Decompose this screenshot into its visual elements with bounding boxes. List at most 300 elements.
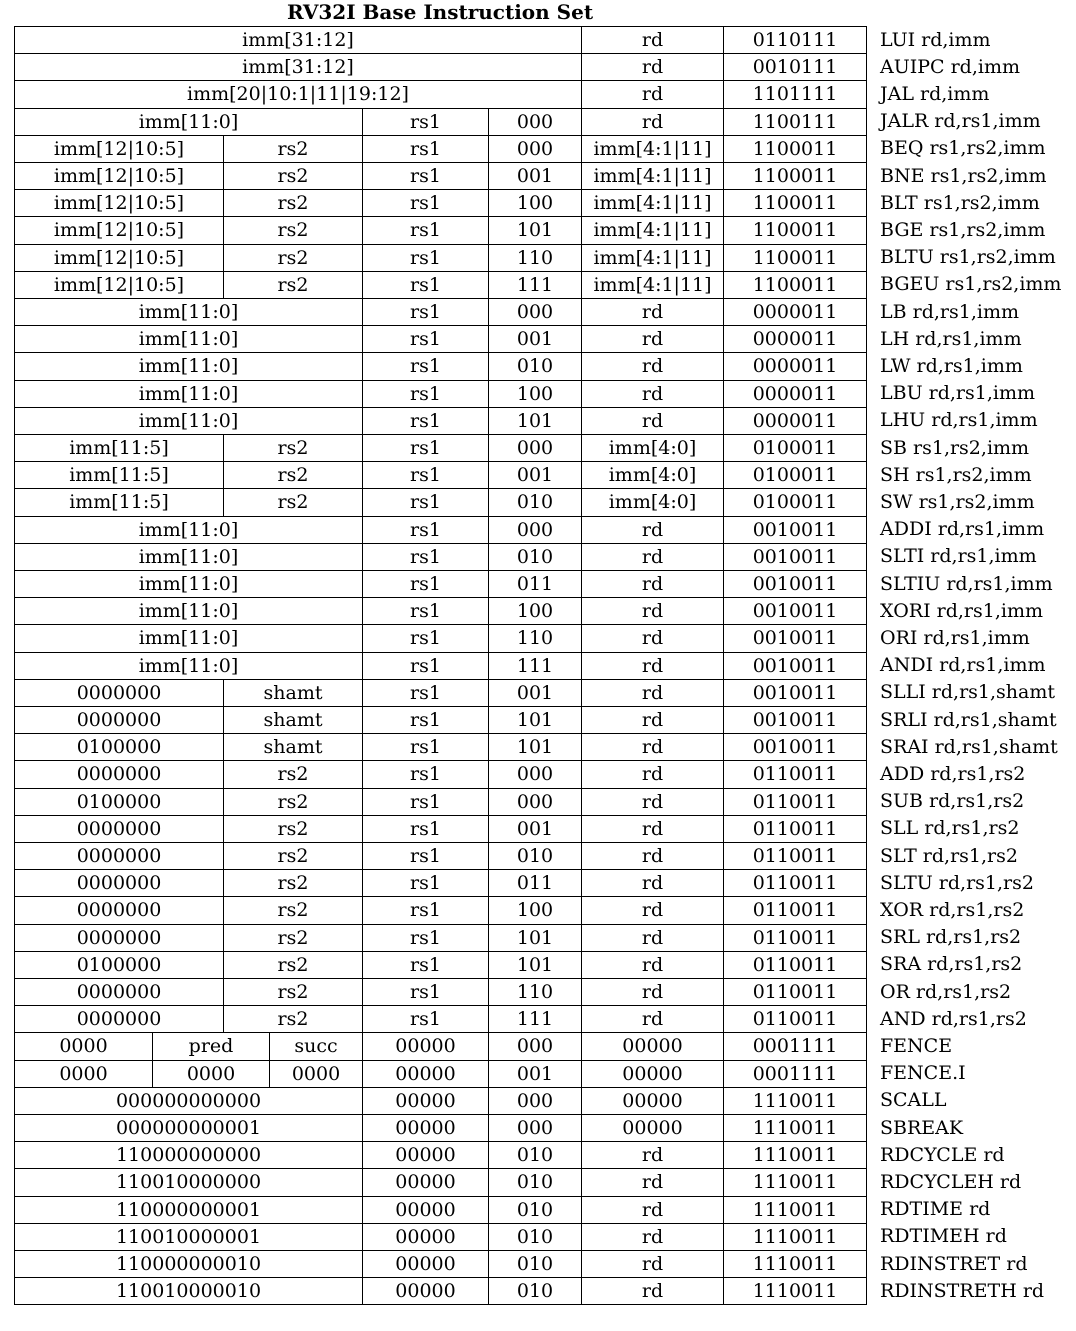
field-cell: pred: [152, 1032, 270, 1060]
field-cell: 00000: [362, 1032, 489, 1060]
field-cell: 0010011: [723, 570, 867, 598]
field-cell: 110: [488, 978, 582, 1006]
field-cell: imm[11:5]: [14, 434, 224, 462]
field-cell: 100: [488, 896, 582, 924]
field-cell: 000: [488, 760, 582, 788]
instruction-name: BLTU rs1,rs2,imm: [880, 246, 1056, 269]
instruction-name: ANDI rd,rs1,imm: [880, 654, 1046, 677]
field-cell: imm[12|10:5]: [14, 244, 224, 272]
field-cell: rs1: [362, 380, 489, 408]
field-cell: 110000000010: [14, 1250, 363, 1278]
field-cell: 0100000: [14, 951, 224, 979]
field-cell: imm[11:0]: [14, 624, 363, 652]
field-cell: 0000011: [723, 298, 867, 326]
field-cell: imm[4:0]: [581, 488, 724, 516]
field-cell: 00000: [581, 1114, 724, 1142]
instruction-name: RDCYCLEH rd: [880, 1170, 1022, 1193]
field-cell: 000: [488, 434, 582, 462]
instruction-name: BNE rs1,rs2,imm: [880, 164, 1047, 187]
field-cell: rd: [581, 108, 724, 136]
field-cell: shamt: [223, 706, 363, 734]
field-cell: 1110011: [723, 1277, 867, 1305]
field-cell: rd: [581, 26, 724, 54]
field-cell: rs1: [362, 788, 489, 816]
instruction-name: SLTU rd,rs1,rs2: [880, 871, 1034, 894]
field-cell: imm[11:0]: [14, 352, 363, 380]
field-cell: 010: [488, 1168, 582, 1196]
field-cell: rs1: [362, 924, 489, 952]
field-cell: 0110011: [723, 896, 867, 924]
instruction-name: RDTIMEH rd: [880, 1225, 1007, 1248]
instruction-name: AUIPC rd,imm: [880, 55, 1020, 78]
field-cell: 110010000001: [14, 1223, 363, 1251]
field-cell: 001: [488, 325, 582, 353]
field-cell: imm[11:0]: [14, 325, 363, 353]
instruction-name: ADD rd,rs1,rs2: [880, 762, 1026, 785]
field-cell: imm[11:0]: [14, 380, 363, 408]
field-cell: rs1: [362, 189, 489, 217]
field-cell: shamt: [223, 679, 363, 707]
field-cell: 00000: [362, 1223, 489, 1251]
field-cell: 1110011: [723, 1114, 867, 1142]
field-cell: 0010011: [723, 652, 867, 680]
instruction-name: SLLI rd,rs1,shamt: [880, 681, 1056, 704]
field-cell: 111: [488, 271, 582, 299]
instruction-name: LUI rd,imm: [880, 28, 991, 51]
field-cell: 1100011: [723, 244, 867, 272]
field-cell: rs1: [362, 760, 489, 788]
field-cell: 1110011: [723, 1141, 867, 1169]
field-cell: 001: [488, 461, 582, 489]
field-cell: imm[31:12]: [14, 53, 582, 81]
field-cell: rs2: [223, 244, 363, 272]
field-cell: 0000: [14, 1032, 153, 1060]
field-cell: 00000: [362, 1196, 489, 1224]
field-cell: rs1: [362, 271, 489, 299]
field-cell: rs2: [223, 896, 363, 924]
field-cell: rs1: [362, 216, 489, 244]
field-cell: rs2: [223, 434, 363, 462]
field-cell: 0000: [152, 1060, 270, 1088]
field-cell: 0010011: [723, 597, 867, 625]
instruction-name: SW rs1,rs2,imm: [880, 490, 1035, 513]
field-cell: 110: [488, 624, 582, 652]
field-cell: 1100011: [723, 189, 867, 217]
instruction-name: SLTI rd,rs1,imm: [880, 545, 1037, 568]
field-cell: rs1: [362, 461, 489, 489]
field-cell: 110: [488, 244, 582, 272]
field-cell: 0100000: [14, 733, 224, 761]
field-cell: 111: [488, 652, 582, 680]
field-cell: 00000: [362, 1168, 489, 1196]
field-cell: 000: [488, 1032, 582, 1060]
field-cell: 010: [488, 1223, 582, 1251]
field-cell: imm[4:1|11]: [581, 162, 724, 190]
page-title: RV32I Base Instruction Set: [286, 0, 594, 24]
instruction-name: SRL rd,rs1,rs2: [880, 926, 1022, 949]
field-cell: rs2: [223, 135, 363, 163]
field-cell: 1110011: [723, 1250, 867, 1278]
field-cell: 0001111: [723, 1032, 867, 1060]
field-cell: 0010011: [723, 706, 867, 734]
field-cell: imm[12|10:5]: [14, 189, 224, 217]
field-cell: rs2: [223, 951, 363, 979]
field-cell: rs1: [362, 842, 489, 870]
instruction-name: RDTIME rd: [880, 1198, 991, 1221]
field-cell: rs1: [362, 298, 489, 326]
field-cell: 0100011: [723, 434, 867, 462]
field-cell: rd: [581, 1250, 724, 1278]
field-cell: 101: [488, 951, 582, 979]
field-cell: rs2: [223, 815, 363, 843]
instruction-name: SRAI rd,rs1,shamt: [880, 735, 1058, 758]
field-cell: rs2: [223, 189, 363, 217]
field-cell: 1100111: [723, 108, 867, 136]
field-cell: rs1: [362, 624, 489, 652]
field-cell: 0110011: [723, 1005, 867, 1033]
field-cell: imm[4:0]: [581, 461, 724, 489]
field-cell: rs2: [223, 488, 363, 516]
field-cell: 0010111: [723, 53, 867, 81]
field-cell: rs2: [223, 271, 363, 299]
field-cell: rs1: [362, 516, 489, 544]
field-cell: rs2: [223, 1005, 363, 1033]
field-cell: rs2: [223, 924, 363, 952]
field-cell: imm[4:1|11]: [581, 244, 724, 272]
field-cell: 010: [488, 1196, 582, 1224]
instruction-name: LHU rd,rs1,imm: [880, 409, 1038, 432]
field-cell: 000: [488, 298, 582, 326]
field-cell: rs2: [223, 216, 363, 244]
field-cell: rs1: [362, 733, 489, 761]
field-cell: 0100011: [723, 461, 867, 489]
field-cell: 0000011: [723, 380, 867, 408]
field-cell: rd: [581, 760, 724, 788]
field-cell: 110000000001: [14, 1196, 363, 1224]
field-cell: 010: [488, 488, 582, 516]
field-cell: 0110111: [723, 26, 867, 54]
field-cell: rd: [581, 788, 724, 816]
field-cell: rs1: [362, 679, 489, 707]
field-cell: rd: [581, 1277, 724, 1305]
instruction-name: BEQ rs1,rs2,imm: [880, 137, 1046, 160]
field-cell: rs1: [362, 407, 489, 435]
field-cell: imm[11:0]: [14, 298, 363, 326]
field-cell: 101: [488, 733, 582, 761]
field-cell: rd: [581, 352, 724, 380]
field-cell: 010: [488, 1277, 582, 1305]
field-cell: 0000000: [14, 869, 224, 897]
field-cell: rs2: [223, 869, 363, 897]
field-cell: 0110011: [723, 869, 867, 897]
field-cell: 000000000001: [14, 1114, 363, 1142]
field-cell: 100: [488, 597, 582, 625]
field-cell: imm[12|10:5]: [14, 135, 224, 163]
field-cell: rs1: [362, 951, 489, 979]
field-cell: 0000011: [723, 407, 867, 435]
field-cell: rd: [581, 80, 724, 108]
instruction-name: SRLI rd,rs1,shamt: [880, 708, 1057, 731]
field-cell: 0000000: [14, 760, 224, 788]
field-cell: 110010000010: [14, 1277, 363, 1305]
field-cell: 0010011: [723, 543, 867, 571]
field-cell: 0000011: [723, 325, 867, 353]
field-cell: rs1: [362, 434, 489, 462]
field-cell: rd: [581, 896, 724, 924]
field-cell: 00000: [581, 1087, 724, 1115]
field-cell: 011: [488, 570, 582, 598]
field-cell: 0000000: [14, 896, 224, 924]
field-cell: 100: [488, 380, 582, 408]
field-cell: imm[4:1|11]: [581, 135, 724, 163]
field-cell: 1110011: [723, 1196, 867, 1224]
field-cell: rd: [581, 53, 724, 81]
field-cell: 010: [488, 1141, 582, 1169]
field-cell: rd: [581, 325, 724, 353]
field-cell: imm[11:0]: [14, 570, 363, 598]
field-cell: 0010011: [723, 679, 867, 707]
instruction-name: SLT rd,rs1,rs2: [880, 844, 1018, 867]
field-cell: 0110011: [723, 842, 867, 870]
field-cell: 010: [488, 352, 582, 380]
field-cell: 0110011: [723, 788, 867, 816]
field-cell: 101: [488, 216, 582, 244]
field-cell: imm[11:0]: [14, 108, 363, 136]
field-cell: 0000011: [723, 352, 867, 380]
field-cell: rd: [581, 624, 724, 652]
field-cell: 000: [488, 135, 582, 163]
field-cell: rs1: [362, 978, 489, 1006]
field-cell: 0110011: [723, 951, 867, 979]
field-cell: 0000000: [14, 842, 224, 870]
instruction-name: OR rd,rs1,rs2: [880, 980, 1012, 1003]
field-cell: 0010011: [723, 624, 867, 652]
field-cell: 00000: [362, 1141, 489, 1169]
instruction-name: JAL rd,imm: [880, 82, 990, 105]
field-cell: 101: [488, 924, 582, 952]
field-cell: imm[11:0]: [14, 597, 363, 625]
field-cell: 1100011: [723, 135, 867, 163]
instruction-name: ADDI rd,rs1,imm: [880, 518, 1045, 541]
field-cell: 110000000000: [14, 1141, 363, 1169]
field-cell: rs1: [362, 652, 489, 680]
field-cell: 000: [488, 788, 582, 816]
instruction-name: LBU rd,rs1,imm: [880, 382, 1035, 405]
field-cell: succ: [269, 1032, 363, 1060]
field-cell: rd: [581, 1223, 724, 1251]
field-cell: 0110011: [723, 760, 867, 788]
field-cell: rd: [581, 733, 724, 761]
field-cell: rd: [581, 298, 724, 326]
instruction-name: LW rd,rs1,imm: [880, 354, 1023, 377]
field-cell: shamt: [223, 733, 363, 761]
field-cell: imm[11:0]: [14, 407, 363, 435]
field-cell: 1110011: [723, 1087, 867, 1115]
field-cell: 101: [488, 706, 582, 734]
field-cell: rd: [581, 679, 724, 707]
field-cell: rs1: [362, 896, 489, 924]
instruction-name: BGEU rs1,rs2,imm: [880, 273, 1062, 296]
field-cell: rs1: [362, 543, 489, 571]
field-cell: 001: [488, 162, 582, 190]
field-cell: imm[12|10:5]: [14, 216, 224, 244]
field-cell: rs1: [362, 706, 489, 734]
field-cell: 0100000: [14, 788, 224, 816]
instruction-name: SLTIU rd,rs1,imm: [880, 572, 1053, 595]
instruction-name: BLT rs1,rs2,imm: [880, 191, 1040, 214]
field-cell: 0110011: [723, 815, 867, 843]
instruction-name: AND rd,rs1,rs2: [880, 1007, 1027, 1030]
instruction-name: SB rs1,rs2,imm: [880, 436, 1030, 459]
field-cell: 0000: [269, 1060, 363, 1088]
field-cell: rd: [581, 652, 724, 680]
instruction-name: JALR rd,rs1,imm: [880, 110, 1041, 133]
field-cell: 000: [488, 108, 582, 136]
instruction-name: ORI rd,rs1,imm: [880, 626, 1030, 649]
field-cell: rs2: [223, 842, 363, 870]
field-cell: 0000000: [14, 978, 224, 1006]
field-cell: 0000000: [14, 815, 224, 843]
field-cell: imm[31:12]: [14, 26, 582, 54]
field-cell: rd: [581, 815, 724, 843]
field-cell: 1100011: [723, 271, 867, 299]
instruction-name: SBREAK: [880, 1116, 964, 1139]
field-cell: 1101111: [723, 80, 867, 108]
field-cell: rs1: [362, 244, 489, 272]
field-cell: rd: [581, 842, 724, 870]
field-cell: rs2: [223, 978, 363, 1006]
instruction-name: SCALL: [880, 1089, 947, 1112]
field-cell: rs1: [362, 108, 489, 136]
instruction-name: XORI rd,rs1,imm: [880, 599, 1043, 622]
field-cell: rd: [581, 407, 724, 435]
field-cell: 1100011: [723, 216, 867, 244]
field-cell: 111: [488, 1005, 582, 1033]
field-cell: 101: [488, 407, 582, 435]
field-cell: rd: [581, 978, 724, 1006]
field-cell: rs1: [362, 352, 489, 380]
field-cell: 110010000000: [14, 1168, 363, 1196]
field-cell: imm[4:1|11]: [581, 189, 724, 217]
field-cell: rd: [581, 597, 724, 625]
instruction-name: LH rd,rs1,imm: [880, 327, 1022, 350]
instruction-name: RDCYCLE rd: [880, 1143, 1005, 1166]
instruction-name: LB rd,rs1,imm: [880, 300, 1019, 323]
field-cell: imm[4:1|11]: [581, 216, 724, 244]
field-cell: imm[12|10:5]: [14, 271, 224, 299]
instruction-name: RDINSTRET rd: [880, 1252, 1028, 1275]
field-cell: imm[12|10:5]: [14, 162, 224, 190]
field-cell: imm[11:5]: [14, 488, 224, 516]
field-cell: rs1: [362, 135, 489, 163]
field-cell: rs1: [362, 325, 489, 353]
field-cell: rs1: [362, 597, 489, 625]
field-cell: rs1: [362, 162, 489, 190]
instruction-name: RDINSTRETH rd: [880, 1279, 1045, 1302]
field-cell: rs2: [223, 461, 363, 489]
field-cell: rs1: [362, 488, 489, 516]
field-cell: rd: [581, 706, 724, 734]
field-cell: rd: [581, 951, 724, 979]
field-cell: 0110011: [723, 978, 867, 1006]
field-cell: 000000000000: [14, 1087, 363, 1115]
field-cell: rs2: [223, 162, 363, 190]
field-cell: imm[20|10:1|11|19:12]: [14, 80, 582, 108]
field-cell: rs2: [223, 788, 363, 816]
field-cell: 010: [488, 543, 582, 571]
field-cell: rd: [581, 1168, 724, 1196]
field-cell: 001: [488, 815, 582, 843]
field-cell: 010: [488, 1250, 582, 1278]
field-cell: 000: [488, 1087, 582, 1115]
field-cell: 00000: [362, 1114, 489, 1142]
field-cell: 1110011: [723, 1168, 867, 1196]
field-cell: 0000000: [14, 1005, 224, 1033]
instruction-name: BGE rs1,rs2,imm: [880, 218, 1046, 241]
field-cell: rs1: [362, 570, 489, 598]
field-cell: rs2: [223, 760, 363, 788]
instruction-name: FENCE.I: [880, 1062, 966, 1085]
instruction-name: FENCE: [880, 1034, 953, 1057]
field-cell: rd: [581, 869, 724, 897]
field-cell: 000: [488, 516, 582, 544]
field-cell: rd: [581, 570, 724, 598]
field-cell: rd: [581, 516, 724, 544]
field-cell: 0100011: [723, 488, 867, 516]
field-cell: 0000000: [14, 679, 224, 707]
field-cell: imm[11:0]: [14, 516, 363, 544]
field-cell: 001: [488, 1060, 582, 1088]
field-cell: 00000: [362, 1087, 489, 1115]
field-cell: 0000: [14, 1060, 153, 1088]
field-cell: 00000: [581, 1060, 724, 1088]
instruction-name: SLL rd,rs1,rs2: [880, 817, 1020, 840]
field-cell: 0001111: [723, 1060, 867, 1088]
instruction-name: SH rs1,rs2,imm: [880, 463, 1032, 486]
field-cell: 1100011: [723, 162, 867, 190]
field-cell: 010: [488, 842, 582, 870]
field-cell: 011: [488, 869, 582, 897]
field-cell: 00000: [362, 1277, 489, 1305]
field-cell: imm[4:0]: [581, 434, 724, 462]
field-cell: 0010011: [723, 516, 867, 544]
field-cell: imm[11:0]: [14, 543, 363, 571]
field-cell: rs1: [362, 869, 489, 897]
instruction-name: SRA rd,rs1,rs2: [880, 953, 1023, 976]
field-cell: rd: [581, 380, 724, 408]
instruction-name: XOR rd,rs1,rs2: [880, 898, 1025, 921]
field-cell: 0110011: [723, 924, 867, 952]
field-cell: 001: [488, 679, 582, 707]
field-cell: 00000: [581, 1032, 724, 1060]
field-cell: imm[11:0]: [14, 652, 363, 680]
field-cell: 00000: [362, 1060, 489, 1088]
field-cell: 0000000: [14, 706, 224, 734]
field-cell: 0000000: [14, 924, 224, 952]
field-cell: imm[4:1|11]: [581, 271, 724, 299]
field-cell: rd: [581, 1141, 724, 1169]
field-cell: 100: [488, 189, 582, 217]
field-cell: rs1: [362, 1005, 489, 1033]
field-cell: 0010011: [723, 733, 867, 761]
field-cell: rd: [581, 924, 724, 952]
field-cell: 000: [488, 1114, 582, 1142]
field-cell: 1110011: [723, 1223, 867, 1251]
field-cell: 00000: [362, 1250, 489, 1278]
field-cell: rd: [581, 1196, 724, 1224]
field-cell: rd: [581, 543, 724, 571]
field-cell: rd: [581, 1005, 724, 1033]
